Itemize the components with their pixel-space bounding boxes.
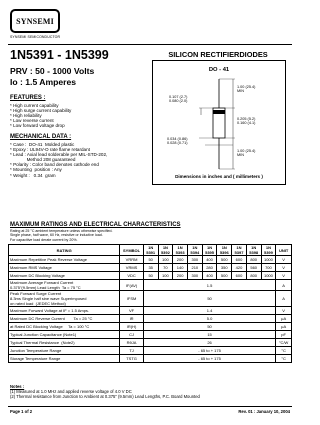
mechanical-item: * Lead : Axial lead solderable per MIL-STD-202, bbox=[10, 152, 108, 158]
col-header-part: 1N 5397 bbox=[232, 245, 247, 256]
rating-value: 200 bbox=[173, 256, 188, 264]
rating-symbol: RθJA bbox=[120, 339, 143, 347]
rating-label: Peak Forward Surge Current 8.3ms Single half sine wave Superimposed on rated load (JEDEC Method) bbox=[9, 291, 120, 307]
mechanical-heading: MECHANICAL DATA : bbox=[10, 134, 72, 140]
ratings-table bbox=[8, 244, 292, 363]
table-row bbox=[9, 272, 292, 280]
col-header-part: 1N 5396 bbox=[217, 245, 232, 256]
rating-unit: μA bbox=[276, 315, 292, 323]
features-list bbox=[10, 103, 150, 128]
prv-rating: PRV : 50 - 1000 Volts Io : 1.5 Amperes bbox=[10, 66, 95, 87]
mechanical-item: * Mounting position : Any bbox=[10, 167, 62, 173]
rating-label: Maximum Average Forward Current 0.375"(9.5mm) Lead Length Ta = 75 °C bbox=[9, 280, 120, 291]
rating-symbol: VRMS bbox=[120, 264, 143, 272]
notes-section bbox=[10, 384, 200, 399]
rating-value: 1.5 bbox=[143, 280, 275, 291]
features-heading: FEATURES : bbox=[10, 95, 46, 101]
rating-unit: V bbox=[276, 307, 292, 315]
rating-unit: V bbox=[276, 272, 292, 280]
table-row bbox=[9, 256, 292, 264]
rating-value: 1000 bbox=[261, 256, 276, 264]
col-header-part: 1N 5395 bbox=[202, 245, 217, 256]
rating-note-line: Rating at 25 °C ambient temperature unless otherwise specified. bbox=[10, 229, 113, 233]
rating-symbol: IR bbox=[120, 315, 143, 323]
rating-value: 560 bbox=[246, 264, 261, 272]
package-label: DO - 41 bbox=[208, 67, 230, 73]
table-row bbox=[9, 291, 292, 307]
mechanical-item: * Weight : 0.34 gram bbox=[10, 172, 56, 178]
mechanical-section bbox=[10, 134, 152, 178]
rating-unit: V bbox=[276, 256, 292, 264]
rating-value: 280 bbox=[202, 264, 217, 272]
rating-symbol: VRRM bbox=[120, 256, 143, 264]
rating-value: 100 bbox=[158, 256, 173, 264]
rating-symbol: VF bbox=[120, 307, 143, 315]
rating-unit: A bbox=[276, 291, 292, 307]
rating-unit: °C bbox=[276, 355, 292, 363]
mechanical-item: * Case : DO-41 Molded plastic bbox=[10, 142, 75, 147]
col-header-part: 1N 5398 bbox=[246, 245, 261, 256]
rating-label: Maximum Forward Voltage at IF = 1.5 Amps. bbox=[9, 307, 120, 315]
dim-bottom-lead-length: 1.00 (25.4) MIN bbox=[237, 149, 256, 158]
note-item: (1) Measured at 1.0 MHz and applied reverse voltage of 4.0 V DC bbox=[10, 389, 132, 394]
rating-symbol: VDC bbox=[120, 272, 143, 280]
rating-label: Storage Temperature Range bbox=[9, 355, 120, 363]
rating-label: Maximum Repetitive Peak Reverse Voltage bbox=[9, 256, 120, 264]
rating-value: 300 bbox=[187, 272, 202, 280]
ratings-intro-notes bbox=[10, 229, 113, 242]
col-header-unit: UNIT bbox=[276, 245, 292, 256]
do41-outline-drawing bbox=[153, 61, 285, 184]
rating-value: 15 bbox=[143, 331, 275, 339]
col-header-part: 1N 5393 bbox=[173, 245, 188, 256]
rating-value: 700 bbox=[261, 264, 276, 272]
rating-symbol: IF(AV) bbox=[120, 280, 143, 291]
mechanical-item: * Epoxy : UL94V-O rate flame retardant bbox=[10, 147, 90, 153]
rating-value: 200 bbox=[173, 272, 188, 280]
mechanical-item: Method 208 guaranteed bbox=[10, 157, 76, 163]
dim-body-diameter: 0.107 (2.7) 0.080 (2.0) bbox=[169, 95, 188, 104]
rating-value: 100 bbox=[158, 272, 173, 280]
rating-value: 400 bbox=[202, 272, 217, 280]
rating-value: 50 bbox=[143, 323, 275, 331]
table-row bbox=[9, 264, 292, 272]
table-row bbox=[9, 331, 292, 339]
rating-value: - 65 to + 175 bbox=[143, 347, 275, 355]
table-header-row bbox=[9, 245, 292, 256]
rating-symbol: TJ bbox=[120, 347, 143, 355]
rating-value: 300 bbox=[187, 256, 202, 264]
rating-value: 140 bbox=[173, 264, 188, 272]
logo-subtitle: SYNSEMI SEMICONDUCTOR bbox=[10, 35, 61, 39]
rating-value: 70 bbox=[158, 264, 173, 272]
mechanical-item: * Polarity : Color band denotes cathode end bbox=[10, 162, 99, 168]
rating-unit: pF bbox=[276, 331, 292, 339]
feature-item: * High reliability bbox=[10, 113, 42, 119]
feature-item: * Low forward voltage drop bbox=[10, 123, 65, 129]
rating-symbol: IFSM bbox=[120, 291, 143, 307]
rating-value: 50 bbox=[143, 272, 158, 280]
rating-value: 50 bbox=[143, 291, 275, 307]
dim-lead-diameter: 0.034 (0.86) 0.028 (0.71) bbox=[167, 137, 188, 146]
document-title: SILICON RECTIFIERDIODES bbox=[168, 50, 268, 59]
col-header-part: 1N 5399 bbox=[261, 245, 276, 256]
rating-note-line: For capacitive load derate current by 20%. bbox=[10, 237, 78, 242]
rating-label: Maximum DC Reverse Current Ta = 25 °C bbox=[9, 315, 120, 323]
feature-item: * High surge current capability bbox=[10, 108, 72, 114]
page-number: Page 1 of 2 bbox=[10, 409, 33, 414]
rating-value: 420 bbox=[232, 264, 247, 272]
rating-value: 5.0 bbox=[143, 315, 275, 323]
feature-item: * Low reverse current bbox=[10, 118, 54, 124]
table-row bbox=[9, 315, 292, 323]
rating-value: 1000 bbox=[261, 272, 276, 280]
table-row bbox=[9, 280, 292, 291]
rating-value: 800 bbox=[246, 272, 261, 280]
company-logo: SYNSEMI bbox=[10, 9, 60, 33]
rating-symbol: CJ bbox=[120, 331, 143, 339]
col-header-part: 1N 5392 bbox=[158, 245, 173, 256]
col-header-symbol: SYMBOL bbox=[120, 245, 143, 256]
revision-date: Rev. 01 : January 10, 2004 bbox=[238, 409, 290, 414]
rating-unit: μA bbox=[276, 323, 292, 331]
rating-label: at Rated DC Blocking Voltage Ta = 100 °C bbox=[9, 323, 120, 331]
rating-label: Typical Thermal Resistance (Note2) bbox=[9, 339, 120, 347]
rating-value: - 65 to + 175 bbox=[143, 355, 275, 363]
header-divider bbox=[8, 44, 292, 45]
note-item: (2) Thermal resistance from Junction to Ambient at 0.375" (9.5mm) Lead Lengths, P.C. Board Mounted bbox=[10, 394, 200, 399]
rating-unit: °C/W bbox=[276, 339, 292, 347]
rating-label: Junction Temperature Range bbox=[9, 347, 120, 355]
table-row bbox=[9, 323, 292, 331]
ratings-heading: MAXIMUM RATINGS AND ELECTRICAL CHARACTERISTICS bbox=[10, 222, 181, 228]
dim-body-length: 0.205 (5.2) 0.160 (4.1) bbox=[237, 117, 256, 126]
part-number: 1N5391 - 1N5399 bbox=[10, 48, 109, 62]
rating-value: 400 bbox=[202, 256, 217, 264]
rating-value: 600 bbox=[232, 272, 247, 280]
rating-value: 500 bbox=[217, 256, 232, 264]
rating-unit: A bbox=[276, 280, 292, 291]
dim-top-lead-length: 1.00 (25.4) MIN bbox=[237, 85, 256, 94]
rating-value: 1.4 bbox=[143, 307, 275, 315]
rating-unit: V bbox=[276, 264, 292, 272]
package-diagram bbox=[152, 60, 286, 185]
feature-item: * High current capability bbox=[10, 103, 59, 108]
rating-value: 350 bbox=[217, 264, 232, 272]
rating-label: Maximum DC Blocking Voltage bbox=[9, 272, 120, 280]
rating-value: 210 bbox=[187, 264, 202, 272]
col-header-rating: RATING bbox=[9, 245, 120, 256]
rating-unit: °C bbox=[276, 347, 292, 355]
rating-label: Maximum RMS Voltage bbox=[9, 264, 120, 272]
rating-note-line: Single phase, half wave, 60 Hz, resistive or inductive load. bbox=[10, 233, 103, 238]
notes-list bbox=[10, 389, 200, 399]
table-row bbox=[9, 339, 292, 347]
table-row bbox=[9, 307, 292, 315]
table-row bbox=[9, 347, 292, 355]
table-row bbox=[9, 355, 292, 363]
col-header-part: 1N 5391 bbox=[143, 245, 158, 256]
rating-value: 26 bbox=[143, 339, 275, 347]
rating-value: 600 bbox=[232, 256, 247, 264]
col-header-part: 1N 5394 bbox=[187, 245, 202, 256]
mechanical-list bbox=[10, 142, 152, 178]
features-section bbox=[10, 95, 150, 128]
rating-label: Typical Junction Capacitance (Note1) bbox=[9, 331, 120, 339]
rating-symbol: IR(H) bbox=[120, 323, 143, 331]
dimensions-caption: Dimensions in inches and ( millimeters ) bbox=[175, 174, 263, 179]
notes-heading: Notes : bbox=[10, 384, 25, 389]
rating-value: 500 bbox=[217, 272, 232, 280]
rating-value: 35 bbox=[143, 264, 158, 272]
rating-symbol: TSTG bbox=[120, 355, 143, 363]
rating-value: 50 bbox=[143, 256, 158, 264]
footer-divider bbox=[8, 406, 292, 407]
rating-value: 800 bbox=[246, 256, 261, 264]
